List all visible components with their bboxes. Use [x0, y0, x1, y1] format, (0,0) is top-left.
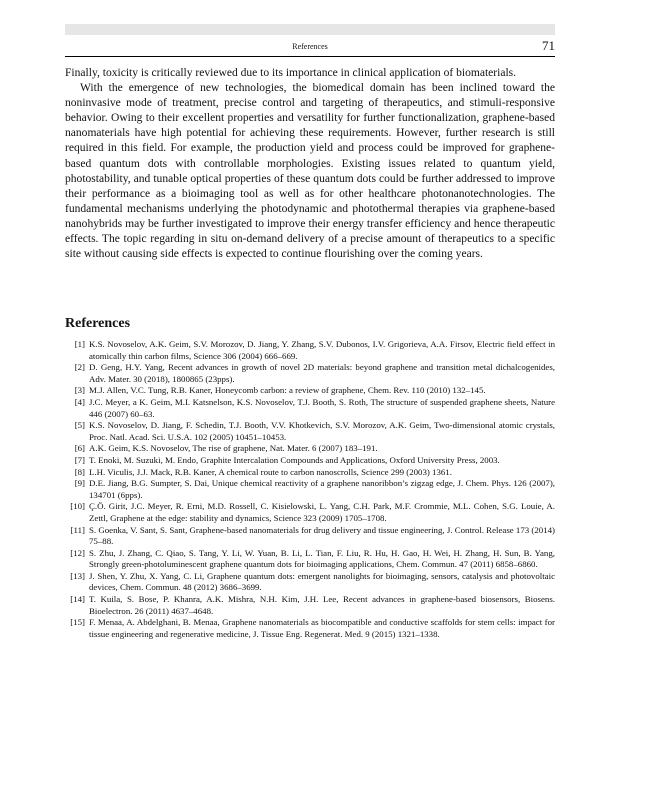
reference-text: J.C. Meyer, a K. Geim, M.I. Katsnelson, K.S. Novoselov, T.J. Booth, S. Roth, The structure of suspended graphene sheets, Nature 446 (2007) 60–63. [89, 396, 555, 419]
body-text [65, 66, 555, 262]
reference-item [65, 420, 555, 443]
reference-number: [7] [74, 454, 85, 465]
reference-text: A.K. Geim, K.S. Novoselov, The rise of graphene, Nat. Mater. 6 (2007) 183–191. [89, 443, 378, 454]
reference-number: [14] [70, 594, 85, 605]
reference-text: D. Geng, H.Y. Yang, Recent advances in growth of novel 2D materials: beyond graphene and transition metal dichalcogenides, Adv. Mater. 30 (2018), 1800865 (23pps). [89, 362, 555, 384]
reference-text: D.E. Jiang, B.G. Sumpter, S. Dai, Unique chemical reactivity of a graphene nanoribbon’s zigzag edge, J. Chem. Phys. 126 (2007), 134701 (6pps). [89, 478, 555, 500]
paragraph-finally: Finally, toxicity is critically reviewed due to its importance in clinical application of biomaterials. [65, 67, 517, 79]
reference-item [65, 594, 555, 617]
reference-number: [4] [74, 396, 85, 407]
reference-number: [1] [74, 339, 85, 349]
reference-number: [11] [70, 524, 85, 535]
reference-item [65, 455, 555, 467]
reference-text: K.S. Novoselov, A.K. Geim, S.V. Morozov, D. Jiang, Y. Zhang, S.V. Dubonos, I.V. Grigorieva, A.A. Firsov, Electric field effect in atomically thin carbon films, Science 306 (2004) 666–669. [89, 339, 555, 361]
reference-item [65, 362, 555, 385]
reference-text: K.S. Novoselov, D. Jiang, F. Schedin, T.J. Booth, V.V. Khotkevich, S.V. Morozov, A.K. Geim, Two-dimensional atomic crystals, Proc. Natl. Acad. Sci. U.S.A. 102 (2005) 10451–10453. [89, 420, 555, 442]
reference-number: [9] [74, 478, 85, 489]
paragraph-emergence: With the emergence of new technologies, the biomedical domain has been inclined toward the noninvasive mode of treatment, precise control and targeting of therapeutics, and stimuli-responsive behavior. Owing to their excellent properties and versatility for further functionalization, graphene-based nanomaterials have high potential for achieving these requirements. However, further research is still required in this field. For example, the production yield and process could be improved for graphene-based quantum dots with controllable morphologies. Existing issues related to quantum yield, photostability, and tunable optical properties of these quantum dots could be further addressed to improve their performance as a bioimaging tool as well as for other healthcare photonanotechnologies. The fundamental mechanisms underlying the photodynamic and photothermal therapies via graphene-based nanohybrids may be further investigated to improve their energy transfer efficiency and hence therapeutic effects. The topic regarding in situ on-demand delivery of a precise amount of therapeutics to a specific site without causing side effects is expected to continue flourishing over the coming years. [65, 82, 555, 261]
reference-item [65, 467, 555, 479]
reference-item [65, 501, 555, 524]
reference-item [65, 339, 555, 362]
reference-number: [13] [70, 570, 85, 581]
reference-text: J. Shen, Y. Zhu, X. Yang, C. Li, Graphene quantum dots: emergent nanolights for bioimaging, sensors, catalysis and photovoltaic devices, Chem. Commun. 48 (2012) 3686–3699. [89, 570, 555, 593]
reference-item [65, 571, 555, 594]
reference-number: [6] [74, 443, 85, 454]
running-head [65, 38, 555, 57]
reference-text: S. Goenka, V. Sant, S. Sant, Graphene-based nanomaterials for drug delivery and tissue engineering, J. Control. Release 173 (2014) 75–88. [89, 524, 555, 547]
header-shade-bar [65, 24, 555, 35]
reference-number: [8] [74, 466, 85, 477]
references-heading: References [65, 316, 131, 331]
reference-text: F. Menaa, A. Abdelghani, B. Menaa, Graphene nanomaterials as biocompatible and conductive scaffolds for stem cells: impact for tissue engineering and regenerative medicine, J. Tissue Eng. Regenerat. Med. 9 (2015) 1321–1338. [89, 617, 555, 639]
reference-number: [12] [70, 547, 85, 558]
reference-item [65, 397, 555, 420]
reference-number: [15] [70, 617, 85, 628]
reference-list [65, 339, 555, 640]
reference-text: S. Zhu, J. Zhang, C. Qiao, S. Tang, Y. Li, W. Yuan, B. Li, L. Tian, F. Liu, R. Hu, H. Gao, H. Wei, H. Zhang, H. Sun, B. Yang, Strongly green-photoluminescent graphene quantum dots for bioimaging applications, Chem. Commun. 47 (2011) 6858–6860. [89, 547, 555, 570]
reference-number: [5] [74, 420, 85, 431]
reference-text: T. Enoki, M. Suzuki, M. Endo, Graphite Intercalation Compounds and Applications, Oxford University Press, 2003. [89, 454, 500, 465]
reference-text: Ç.Ö. Girit, J.C. Meyer, R. Erni, M.D. Rossell, C. Kisielowski, L. Yang, C.H. Park, M.F. Crommie, M.L. Cohen, S.G. Louie, A. Zettl, Graphene at the edge: stability and dynamics, Science 323 (2009) 1705–1708. [89, 501, 555, 523]
reference-item [65, 548, 555, 571]
reference-text: T. Kuila, S. Bose, P. Khanra, A.K. Mishra, N.H. Kim, J.H. Lee, Recent advances in graphene-based biosensors, Biosens. Bioelectron. 26 (2011) 4637–4648. [89, 594, 555, 616]
reference-number: [3] [74, 385, 85, 396]
reference-text: L.H. Viculis, J.J. Mack, R.B. Kaner, A chemical route to carbon nanoscrolls, Science 299 (2003) 1361. [89, 466, 452, 477]
reference-number: [2] [74, 362, 85, 373]
reference-text: M.J. Allen, V.C. Tung, R.B. Kaner, Honeycomb carbon: a review of graphene, Chem. Rev. 110 (2010) 132–145. [89, 385, 486, 396]
reference-item [65, 478, 555, 501]
reference-number: [10] [70, 501, 85, 512]
reference-item [65, 443, 555, 455]
reference-item [65, 385, 555, 397]
running-title: References [292, 42, 328, 51]
page-number: 71 [542, 38, 555, 53]
reference-item [65, 617, 555, 640]
reference-item [65, 525, 555, 548]
